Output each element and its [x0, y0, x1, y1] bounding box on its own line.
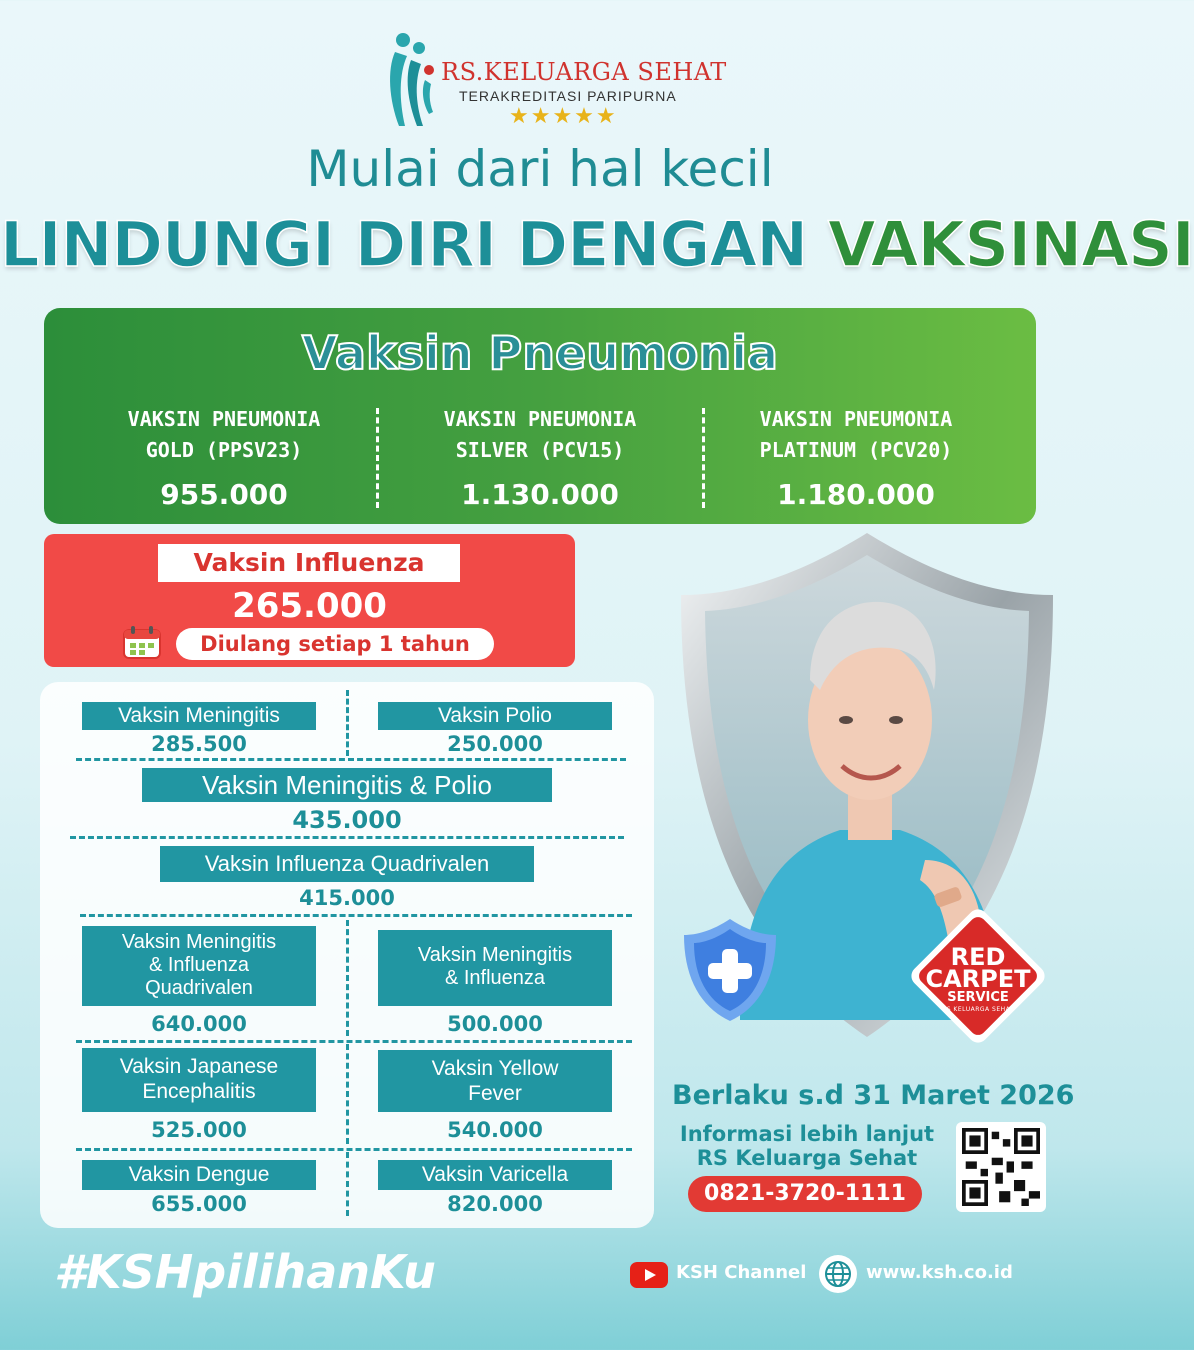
validity-text: Berlaku s.d 31 Maret 2026 [672, 1080, 1075, 1111]
headline-part1: LINDUNGI DIRI DENGAN [0, 208, 828, 281]
pneumonia-item-price: 955.000 [160, 478, 288, 511]
website-link[interactable]: www.ksh.co.id [866, 1262, 1013, 1283]
pneumonia-item-platinum [696, 404, 1016, 511]
hospital-logo [385, 30, 727, 135]
divider [346, 1044, 349, 1144]
vaccine-label-varicella: Vaksin Varicella [378, 1160, 612, 1190]
divider [346, 1152, 349, 1216]
vaccine-label-meningitis-influenza-quadrivalen: Vaksin Meningitis & Influenza Quadrivalen [82, 926, 316, 1006]
pneumonia-item-name: VAKSIN PNEUMONIA SILVER (PCV15) [443, 407, 637, 462]
divider [346, 690, 349, 756]
badge-title [900, 943, 1056, 993]
hashtag: #KSHpilihanKu [54, 1245, 436, 1299]
vaccine-list-panel [40, 682, 654, 1228]
divider [76, 1040, 632, 1043]
calendar-icon [122, 624, 162, 660]
influenza-price: 265.000 [232, 586, 387, 626]
accreditation-text: TERAKREDITASI PARIPURNA [459, 88, 677, 104]
pneumonia-item-name: VAKSIN PNEUMONIA PLATINUM (PCV20) [759, 407, 953, 462]
vaccine-price-meningitis: 285.500 [151, 732, 247, 756]
red-carpet-service-badge [900, 898, 1056, 1054]
pneumonia-item-price: 1.130.000 [461, 478, 619, 511]
vaccine-label-meningitis: Vaksin Meningitis [82, 702, 316, 730]
vaccine-label-meningitis-polio: Vaksin Meningitis & Polio [142, 768, 552, 802]
influenza-repeat-note: Diulang setiap 1 tahun [176, 628, 494, 660]
vaccine-price-yellow-fever: 540.000 [447, 1118, 543, 1142]
badge-line3: SERVICE [947, 990, 1009, 1005]
pneumonia-item-price: 1.180.000 [777, 478, 935, 511]
tagline: Mulai dari hal kecil [306, 140, 774, 198]
rating-stars: ★★★★★ [509, 104, 618, 129]
vaccine-price-polio: 250.000 [447, 732, 543, 756]
vaccine-label-dengue: Vaksin Dengue [82, 1160, 316, 1190]
divider [376, 408, 379, 508]
qr-code[interactable] [956, 1122, 1046, 1212]
pneumonia-item-gold [64, 404, 384, 511]
divider [76, 758, 626, 761]
vaccine-price-influenza-quadrivalen: 415.000 [299, 886, 395, 910]
vaccine-label-polio: Vaksin Polio [378, 702, 612, 730]
divider [80, 914, 632, 917]
vaccine-label-yellow-fever: Vaksin Yellow Fever [378, 1050, 612, 1112]
qr-code-icon [962, 1128, 1040, 1206]
divider [70, 836, 624, 839]
vaccine-price-dengue: 655.000 [151, 1192, 247, 1216]
pneumonia-item-silver [380, 404, 700, 511]
headline-part2: VAKSINASI [827, 208, 1194, 281]
pneumonia-section [44, 308, 1036, 524]
pneumonia-title: Vaksin Pneumonia [301, 326, 779, 380]
hospital-name: RS.KELUARGA SEHAT [441, 58, 727, 86]
vaccine-label-japanese-encephalitis: Vaksin Japanese Encephalitis [82, 1048, 316, 1112]
influenza-section [44, 534, 575, 667]
vaccine-price-varicella: 820.000 [447, 1192, 543, 1216]
info-line1: Informasi lebih lanjut [679, 1122, 935, 1146]
badge-line4: RS KELUARGA SEHAT [942, 1006, 1014, 1013]
youtube-icon[interactable] [630, 1262, 668, 1288]
badge-line1: RED [950, 943, 1006, 971]
family-logo-icon [385, 30, 439, 130]
vaccine-price-meningitis-influenza: 500.000 [447, 1012, 543, 1036]
vaccine-price-japanese-encephalitis: 525.000 [151, 1118, 247, 1142]
divider [76, 1148, 632, 1151]
youtube-channel-link[interactable]: KSH Channel [676, 1262, 807, 1283]
medical-shield-icon [680, 915, 780, 1025]
headline [0, 208, 1194, 281]
vaccine-label-meningitis-influenza: Vaksin Meningitis & Influenza [378, 930, 612, 1006]
divider [346, 920, 349, 1036]
vaccine-price-meningitis-influenza-quadrivalen: 640.000 [151, 1012, 247, 1036]
vaccine-price-meningitis-polio: 435.000 [292, 806, 402, 834]
influenza-title: Vaksin Influenza [158, 544, 460, 582]
globe-icon[interactable] [818, 1254, 858, 1294]
badge-line2: CARPET [925, 965, 1031, 993]
pneumonia-item-name: VAKSIN PNEUMONIA GOLD (PPSV23) [127, 407, 321, 462]
phone-number[interactable]: 0821-3720-1111 [688, 1176, 922, 1212]
info-line2: RS Keluarga Sehat [696, 1146, 918, 1170]
vaccine-label-influenza-quadrivalen: Vaksin Influenza Quadrivalen [160, 846, 534, 882]
